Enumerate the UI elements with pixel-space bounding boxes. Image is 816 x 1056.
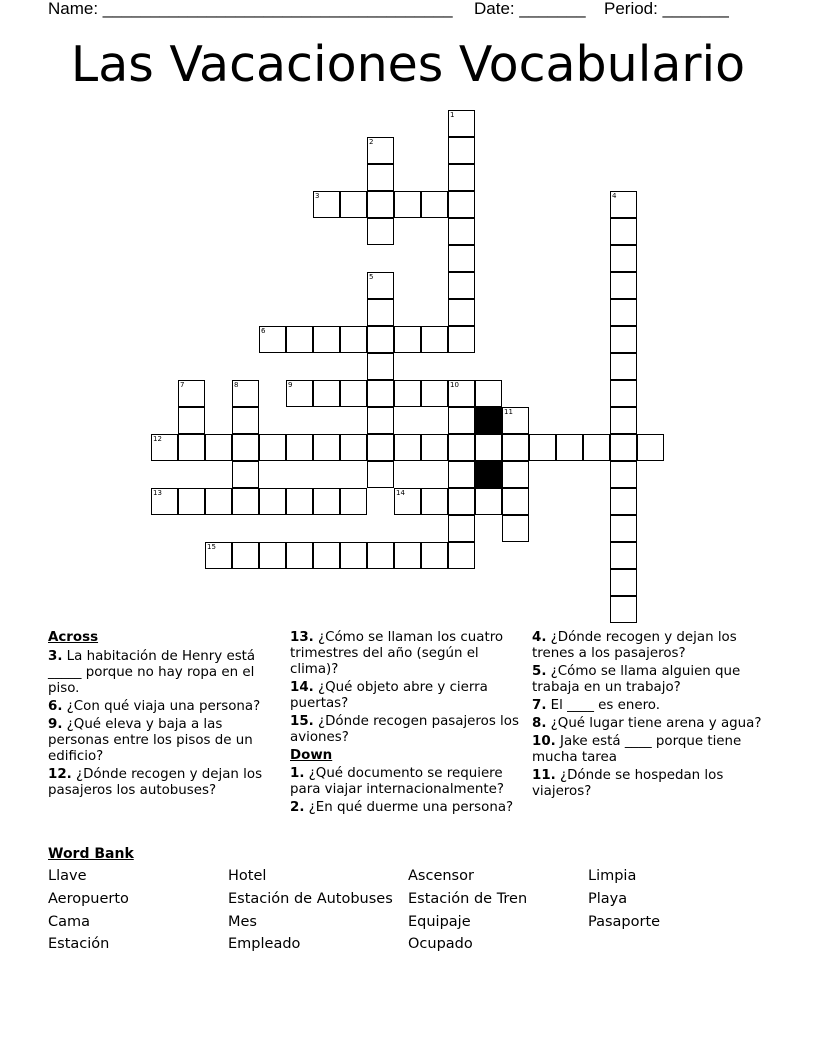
- crossword-cell[interactable]: [286, 488, 313, 515]
- clue-number: 2: [369, 138, 374, 146]
- crossword-cell[interactable]: [367, 191, 394, 218]
- crossword-cell[interactable]: [556, 434, 583, 461]
- crossword-cell[interactable]: [205, 488, 232, 515]
- clue-down-10: 10. Jake está ____ porque tiene mucha tarea: [532, 734, 742, 765]
- crossword-cell[interactable]: [367, 407, 394, 434]
- crossword-cell[interactable]: [448, 218, 475, 245]
- crossword-cell[interactable]: [610, 380, 637, 407]
- clue-number: 12: [153, 435, 162, 443]
- crossword-cell[interactable]: [529, 434, 556, 461]
- clue-across-13: 13. ¿Cómo se llaman los cuatro trimestres del año (según el clima)?: [290, 630, 504, 677]
- clues-column-2: [290, 630, 522, 818]
- clue-number: 11: [504, 408, 513, 416]
- crossword-cell[interactable]: [340, 434, 367, 461]
- crossword-cell[interactable]: [394, 488, 421, 515]
- clue-number: 14: [396, 489, 405, 497]
- word-bank-item: Ocupado: [408, 936, 473, 952]
- crossword-cell[interactable]: [367, 218, 394, 245]
- clue-down-8: 8. ¿Qué lugar tiene arena y agua?: [532, 716, 762, 731]
- crossword-cell[interactable]: [286, 434, 313, 461]
- word-bank-item: Limpia: [588, 868, 637, 884]
- clue-number: 3: [315, 192, 320, 200]
- crossword-cell[interactable]: [448, 434, 475, 461]
- crossword-cell[interactable]: [367, 353, 394, 380]
- crossword-cell[interactable]: [421, 326, 448, 353]
- crossword-cell[interactable]: [313, 488, 340, 515]
- clue-down-11: 11. ¿Dónde se hospedan los viajeros?: [532, 768, 724, 799]
- crossword-cell[interactable]: [421, 380, 448, 407]
- crossword-cell[interactable]: [394, 434, 421, 461]
- word-bank-heading: Word Bank: [48, 846, 134, 862]
- crossword-cell[interactable]: [178, 407, 205, 434]
- word-bank-item: Estación de Autobuses: [228, 891, 393, 907]
- word-bank-item: Llave: [48, 868, 87, 884]
- clue-across-14: 14. ¿Qué objeto abre y cierra puertas?: [290, 680, 488, 711]
- crossword-cell[interactable]: [448, 542, 475, 569]
- crossword-cell[interactable]: [367, 461, 394, 488]
- crossword-cell[interactable]: [178, 488, 205, 515]
- crossword-block: [475, 407, 502, 434]
- crossword-cell[interactable]: [421, 434, 448, 461]
- crossword-cell[interactable]: [340, 191, 367, 218]
- crossword-cell[interactable]: [502, 515, 529, 542]
- word-bank-item: Cama: [48, 914, 91, 930]
- crossword-cell[interactable]: [421, 542, 448, 569]
- clue-across-3: 3. La habitación de Henry está _____ porque no hay ropa en el piso.: [48, 649, 256, 696]
- word-bank-item: Estación de Tren: [408, 891, 528, 907]
- crossword-cell[interactable]: [502, 407, 529, 434]
- crossword-cell[interactable]: [610, 569, 637, 596]
- crossword-cell[interactable]: [232, 407, 259, 434]
- clues-column-3: [532, 630, 764, 802]
- crossword-cell[interactable]: [448, 407, 475, 434]
- crossword-cell[interactable]: [583, 434, 610, 461]
- clue-across-6: 6. ¿Con qué viaja una persona?: [48, 699, 261, 714]
- word-bank-item: Equipaje: [408, 914, 471, 930]
- crossword-cell[interactable]: [205, 434, 232, 461]
- crossword-cell[interactable]: [448, 326, 475, 353]
- crossword-cell[interactable]: [475, 488, 502, 515]
- word-bank-item: Mes: [228, 914, 257, 930]
- crossword-cell[interactable]: [502, 461, 529, 488]
- crossword-cell[interactable]: [259, 488, 286, 515]
- word-bank-item: Playa: [588, 891, 628, 907]
- crossword-cell[interactable]: [610, 218, 637, 245]
- crossword-cell[interactable]: [610, 245, 637, 272]
- crossword-cell[interactable]: [448, 299, 475, 326]
- crossword-cell[interactable]: [232, 461, 259, 488]
- clue-down-5: 5. ¿Cómo se llama alguien que trabaja en un trabajo?: [532, 664, 741, 695]
- crossword-cell[interactable]: [448, 488, 475, 515]
- crossword-cell[interactable]: [610, 461, 637, 488]
- clue-down-4: 4. ¿Dónde recogen y dejan los trenes a los pasajeros?: [532, 630, 737, 661]
- crossword-cell[interactable]: [367, 164, 394, 191]
- across-heading: Across: [48, 630, 99, 645]
- crossword-cell[interactable]: [151, 488, 178, 515]
- crossword-cell[interactable]: [232, 434, 259, 461]
- crossword-cell[interactable]: [421, 191, 448, 218]
- clue-number: 15: [207, 543, 216, 551]
- crossword-cell[interactable]: [421, 488, 448, 515]
- crossword-cell[interactable]: [205, 542, 232, 569]
- clue-number: 9: [288, 381, 293, 389]
- word-bank-item: Ascensor: [408, 868, 474, 884]
- crossword-cell[interactable]: [610, 488, 637, 515]
- crossword-cell[interactable]: [448, 164, 475, 191]
- crossword-cell[interactable]: [313, 326, 340, 353]
- word-bank-item: Aeropuerto: [48, 891, 129, 907]
- crossword-cell[interactable]: [151, 434, 178, 461]
- date-field-label: Date: _______: [474, 0, 586, 18]
- clue-number: 8: [234, 381, 239, 389]
- clue-across-12: 12. ¿Dónde recogen y dejan los pasajeros los autobuses?: [48, 767, 263, 798]
- crossword-cell[interactable]: [313, 542, 340, 569]
- crossword-cell[interactable]: [340, 326, 367, 353]
- crossword-cell[interactable]: [178, 434, 205, 461]
- crossword-cell[interactable]: [178, 380, 205, 407]
- crossword-cell[interactable]: [367, 326, 394, 353]
- crossword-cell[interactable]: [610, 542, 637, 569]
- crossword-cell[interactable]: [448, 191, 475, 218]
- crossword-cell[interactable]: [394, 191, 421, 218]
- crossword-cell[interactable]: [340, 488, 367, 515]
- crossword-cell[interactable]: [448, 137, 475, 164]
- crossword-cell[interactable]: [367, 299, 394, 326]
- crossword-cell[interactable]: [286, 326, 313, 353]
- clue-number: 13: [153, 489, 162, 497]
- crossword-cell[interactable]: [394, 380, 421, 407]
- crossword-cell[interactable]: [610, 434, 637, 461]
- crossword-cell[interactable]: [367, 272, 394, 299]
- crossword-cell[interactable]: [448, 515, 475, 542]
- crossword-cell[interactable]: [340, 380, 367, 407]
- clues-column-1: [48, 630, 280, 801]
- crossword-cell[interactable]: [259, 326, 286, 353]
- crossword-cell[interactable]: [367, 380, 394, 407]
- crossword-cell[interactable]: [610, 407, 637, 434]
- crossword-cell[interactable]: [610, 191, 637, 218]
- crossword-cell[interactable]: [394, 326, 421, 353]
- word-bank-item: Pasaporte: [588, 914, 661, 930]
- crossword-cell[interactable]: [448, 461, 475, 488]
- clue-down-2: 2. ¿En qué duerme una persona?: [290, 800, 514, 815]
- crossword-cell[interactable]: [610, 272, 637, 299]
- clue-number: 7: [180, 381, 185, 389]
- crossword-cell[interactable]: [448, 110, 475, 137]
- crossword-cell[interactable]: [286, 380, 313, 407]
- crossword-cell[interactable]: [610, 353, 637, 380]
- crossword-cell[interactable]: [313, 380, 340, 407]
- crossword-cell[interactable]: [394, 542, 421, 569]
- clue-number: 6: [261, 327, 266, 335]
- crossword-cell[interactable]: [448, 272, 475, 299]
- clue-across-15: 15. ¿Dónde recogen pasajeros los aviones?: [290, 714, 519, 745]
- crossword-cell[interactable]: [340, 542, 367, 569]
- clue-down-7: 7. El ____ es enero.: [532, 698, 661, 713]
- crossword-cell[interactable]: [637, 434, 664, 461]
- crossword-cell[interactable]: [313, 434, 340, 461]
- crossword-cell[interactable]: [313, 191, 340, 218]
- clue-number: 5: [369, 273, 374, 281]
- crossword-cell[interactable]: [367, 434, 394, 461]
- crossword-cell[interactable]: [367, 542, 394, 569]
- name-field-label: Name: _____________________________________: [48, 0, 453, 18]
- crossword-cell[interactable]: [475, 380, 502, 407]
- crossword-cell[interactable]: [448, 245, 475, 272]
- crossword-cell[interactable]: [286, 542, 313, 569]
- page-title: Las Vacaciones Vocabulario: [70, 36, 746, 93]
- crossword-cell[interactable]: [502, 488, 529, 515]
- crossword-cell[interactable]: [232, 488, 259, 515]
- down-heading: Down: [290, 748, 333, 763]
- word-bank-item: Estación: [48, 936, 110, 952]
- word-bank-item: Empleado: [228, 936, 301, 952]
- word-bank-item: Hotel: [228, 868, 267, 884]
- crossword-cell[interactable]: [475, 434, 502, 461]
- crossword-cell[interactable]: [367, 137, 394, 164]
- period-field-label: Period: _______: [604, 0, 729, 18]
- clue-number: 1: [450, 111, 455, 119]
- crossword-cell[interactable]: [232, 542, 259, 569]
- crossword-cell[interactable]: [502, 434, 529, 461]
- crossword-cell[interactable]: [259, 434, 286, 461]
- crossword-cell[interactable]: [259, 542, 286, 569]
- clue-down-1: 1. ¿Qué documento se requiere para viajar internacionalmente?: [290, 766, 504, 797]
- clue-number: 10: [450, 381, 459, 389]
- crossword-block: [475, 461, 502, 488]
- crossword-cell[interactable]: [448, 380, 475, 407]
- crossword-cell[interactable]: [610, 515, 637, 542]
- clue-across-9: 9. ¿Qué eleva y baja a las personas entre los pisos de un edificio?: [48, 717, 253, 764]
- crossword-cell[interactable]: [232, 380, 259, 407]
- crossword-cell[interactable]: [610, 596, 637, 623]
- crossword-cell[interactable]: [610, 326, 637, 353]
- crossword-cell[interactable]: [610, 299, 637, 326]
- clue-number: 4: [612, 192, 617, 200]
